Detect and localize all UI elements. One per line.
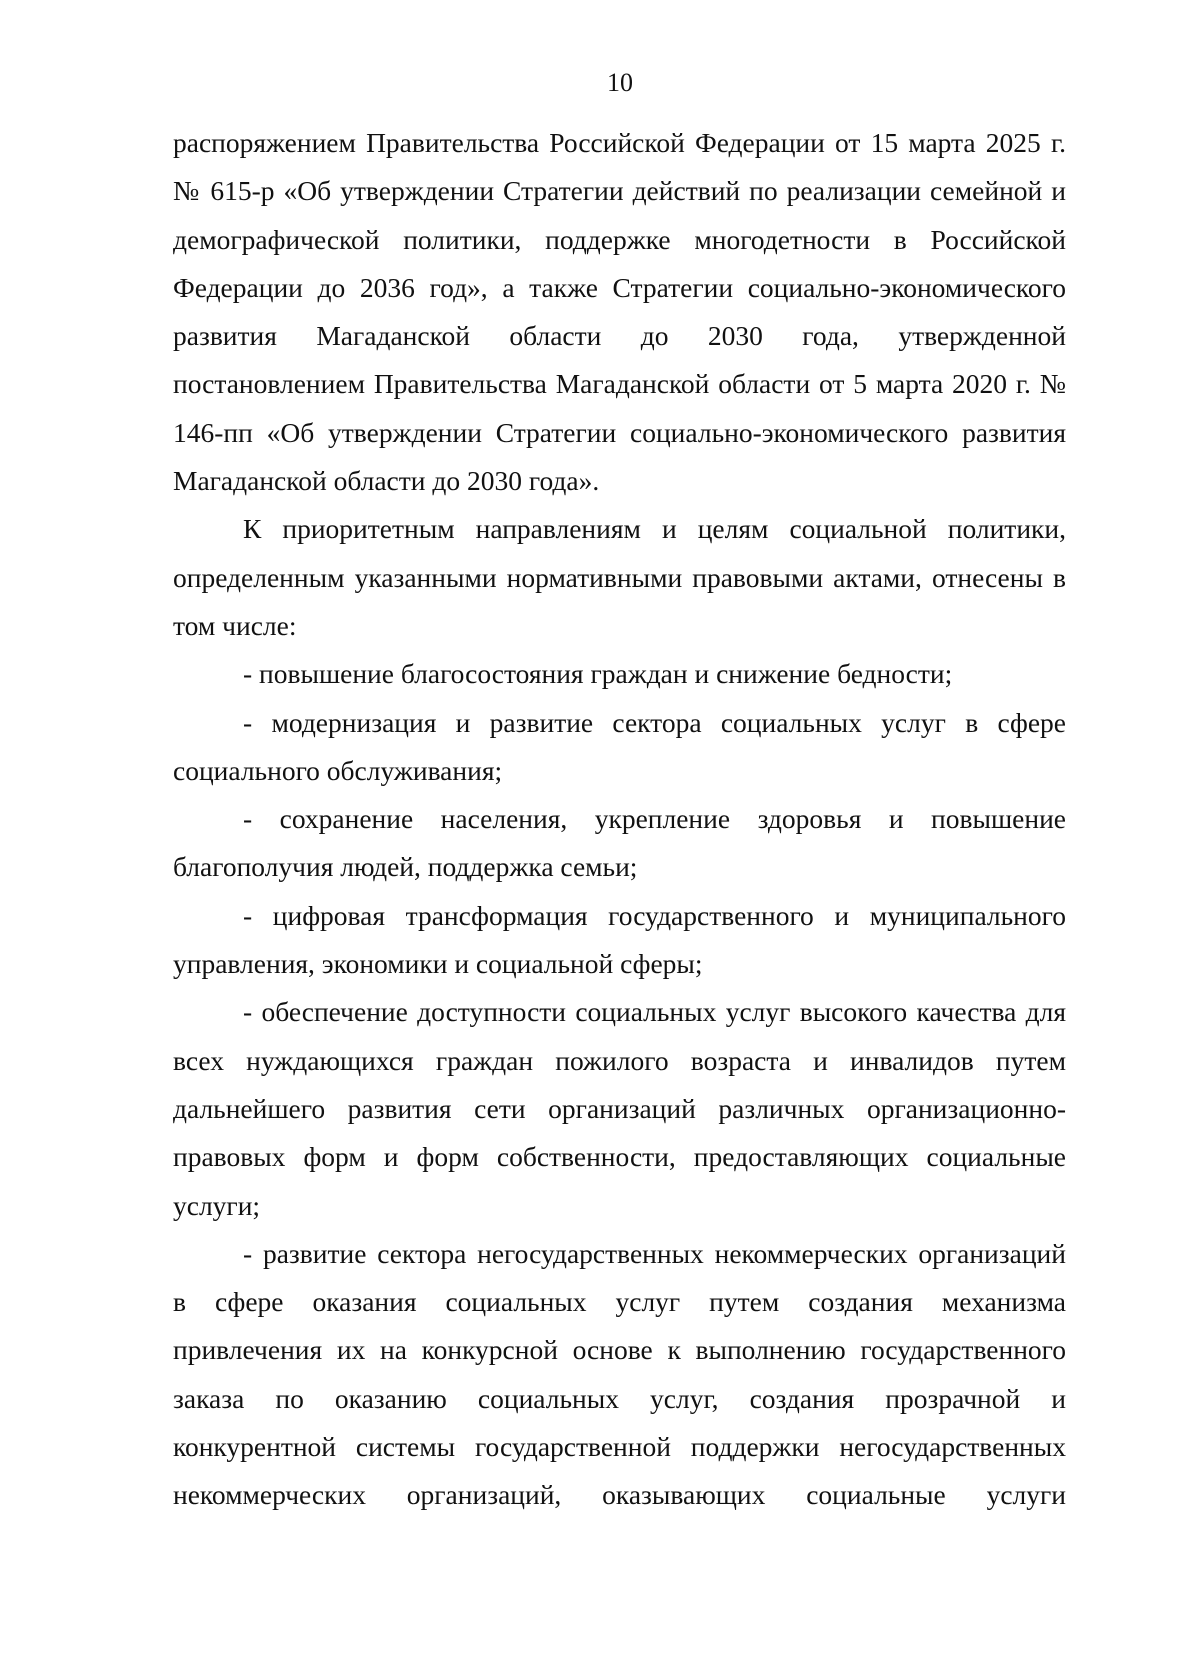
list-item-nonprofit-sector: - развитие сектора негосударственных некоммерческих организаций в сфере оказания социальных услуг путем создания механизма привлечения их на конкурсной основе к выполнению государственного заказа по оказанию социальных услуг, создания прозрачной и конкурентной системы государственной поддержки негосударственных некоммерческих организаций, оказывающих социальные услуги (173, 1237, 1066, 1511)
document-body (173, 119, 1066, 1520)
list-item-digital-transformation: - цифровая трансформация государственного и муниципального управления, экономики и социальной сферы; (173, 899, 1066, 980)
list-item-population: - сохранение населения, укрепление здоровья и повышение благополучия людей, поддержка семьи; (173, 803, 1066, 883)
list-item-welfare: - повышение благосостояния граждан и снижение бедности; (243, 658, 953, 690)
list-item-accessibility: - обеспечение доступности социальных услуг высокого качества для всех нуждающихся граждан пожилого возраста и инвалидов путем дальнейшего развития сети организаций различных организационно-правовых форм и форм собственности, предоставляющих социальные услуги; (173, 996, 1066, 1221)
paragraph-strategy-references: распоряжением Правительства Российской Федерации от 15 марта 2025 г. № 615-р «Об утверждении Стратегии действий по реализации семейной и демографической политики, поддержке многодетности в Российской Федерации до 2036 год», а также Стратегии социально-экономического развития Магаданской области до 2030 года, утвержденной постановлением Правительства Магаданской области от 5 марта 2020 г. № 146-пп «Об утверждении Стратегии социально-экономического развития Магаданской области до 2030 года». (173, 127, 1066, 497)
paragraph-priorities-intro: К приоритетным направлениям и целям социальной политики, определенным указанными нормативными правовыми актами, отнесены в том числе: (173, 513, 1066, 641)
page-number: 10 (607, 68, 633, 97)
list-item-modernization: - модернизация и развитие сектора социальных услуг в сфере социального обслуживания; (173, 706, 1066, 786)
